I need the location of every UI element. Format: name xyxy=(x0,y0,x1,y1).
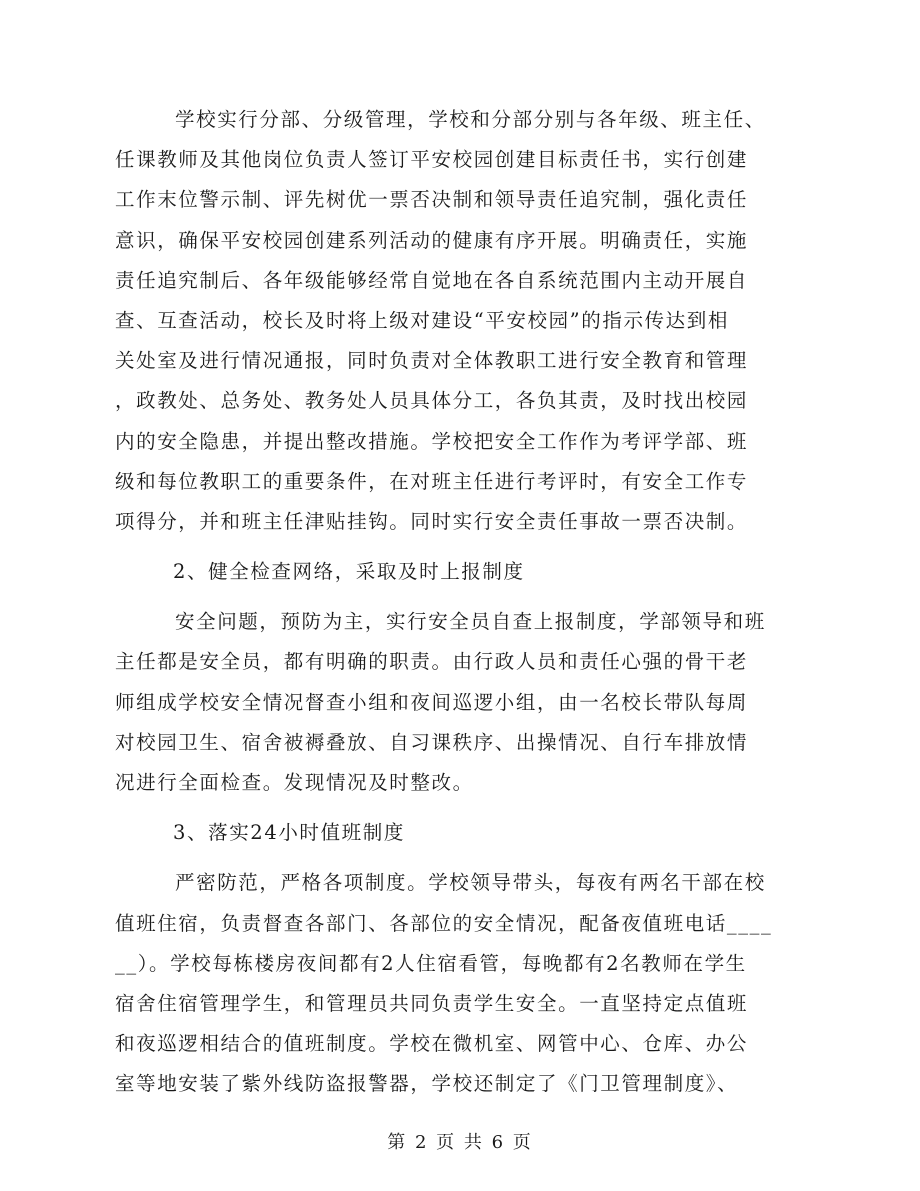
paragraph-management xyxy=(115,100,775,542)
text-line: 查、互查活动，校长及时将上级对建设“平安校园”的指示传达到相 xyxy=(115,308,729,332)
document-body xyxy=(115,100,775,1105)
text-line: 任课教师及其他岗位负责人签订平安校园创建目标责任书，实行创建 xyxy=(115,148,749,172)
paragraph-inspection xyxy=(115,602,775,803)
text-line: 况进行全面检查。发现情况及时整改。 xyxy=(115,771,474,794)
text-line: 责任追究制后、各年级能够经常自觉地在各自系统范围内主动开展自 xyxy=(115,268,749,292)
text-line: 项得分，并和班主任津贴挂钩。同时实行安全责任事故一票否决制。 xyxy=(115,509,749,533)
section-heading-2: 2、健全检查网络，采取及时上报制度 xyxy=(173,560,525,584)
text-line: 内的安全隐患，并提出整改措施。学校把安全工作作为考评学部、班 xyxy=(115,429,749,453)
text-line: 意识，确保平安校园创建系列活动的健康有序开展。明确责任，实施 xyxy=(115,228,749,252)
paragraph-duty xyxy=(115,863,775,1104)
text-line: 对校园卫生、宿舍被褥叠放、自习课秩序、出操情况、自行车排放情 xyxy=(115,730,749,754)
text-line: 工作末位警示制、评先树优一票否决制和领导责任追究制，强化责任 xyxy=(115,188,749,212)
text-line: 室等地安装了紫外线防盗报警器，学校还制定了《门卫管理制度》、 xyxy=(115,1072,739,1096)
text-line: 严密防范，严格各项制度。学校领导带头，每夜有两名干部在校 xyxy=(175,871,766,895)
text-line: 宿舍住宿管理学生，和管理员共同负责学生安全。一直坚持定点值班 xyxy=(115,991,749,1015)
text-line: 学校实行分部、分级管理，学校和分部分别与各年级、班主任、 xyxy=(175,108,766,131)
text-line: 安全问题，预防为主，实行安全员自查上报制度，学部领导和班 xyxy=(175,610,766,634)
text-line: __）。学校每栋楼房夜间都有2人住宿看管，每晚都有2名教师在学生 xyxy=(115,951,747,975)
text-line: 关处室及进行情况通报，同时负责对全体教职工进行安全教育和管理 xyxy=(115,349,749,373)
text-line: 师组成学校安全情况督查小组和夜间巡逻小组，由一名校长带队每周 xyxy=(115,690,749,714)
text-line: 和夜巡逻相结合的值班制度。学校在微机室、网管中心、仓库、办公 xyxy=(115,1032,749,1056)
section-heading-3: 3、落实24小时值班制度 xyxy=(173,821,405,845)
text-line: 主任都是安全员，都有明确的职责。由行政人员和责任心强的骨干老 xyxy=(115,650,749,674)
text-line: 值班住宿，负责督查各部门、各部位的安全情况，配备夜值班电话____ xyxy=(115,911,773,935)
text-line: ，政教处、总务处、教务处人员具体分工，各负其责，及时找出校园 xyxy=(115,389,749,413)
text-line: 级和每位教职工的重要条件，在对班主任进行考评时，有安全工作专 xyxy=(115,469,749,493)
page-number: 第 2 页 共 6 页 xyxy=(387,1132,533,1153)
